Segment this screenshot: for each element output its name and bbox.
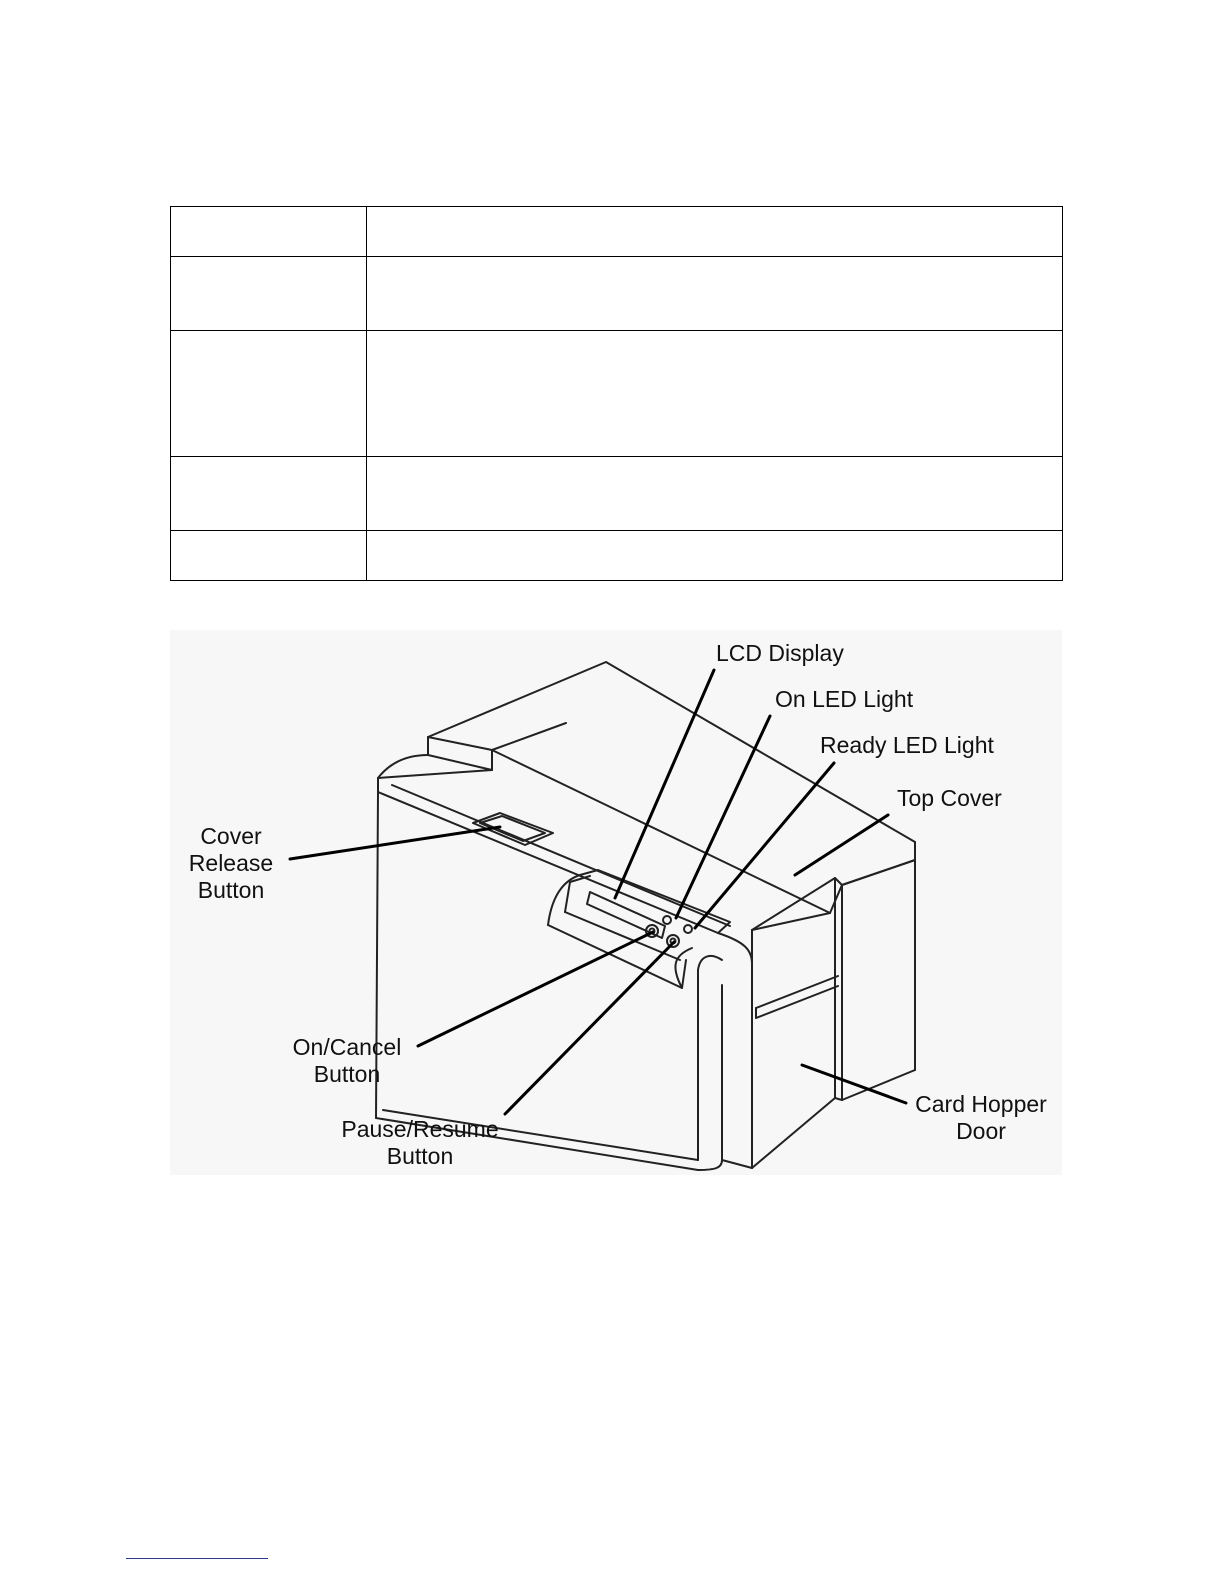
table-row [171,531,1063,581]
callout-line: Door [956,1118,1006,1144]
footnote-rule [126,1558,268,1559]
table-cell-label [171,207,367,257]
table-cell-label [171,257,367,331]
callout-on-cancel-button [282,1034,412,1088]
callout-card-hopper-door [906,1091,1056,1145]
callout-line: Button [197,877,265,903]
table-cell-description [367,257,1063,331]
callout-cover-release-button [180,823,282,904]
callout-pause-resume-button [330,1116,510,1170]
callout-line: On/Cancel [292,1034,402,1060]
table-row [171,331,1063,457]
callout-line: Card Hopper [915,1091,1047,1117]
table-cell-label [171,457,367,531]
table-cell-description [367,457,1063,531]
callout-lcd-display: LCD Display [716,640,844,666]
table-cell-description [367,531,1063,581]
table-row [171,457,1063,531]
specification-table [170,206,1063,581]
table-cell-label [171,531,367,581]
callout-line: Release [188,850,274,876]
table-row [171,257,1063,331]
callout-line: Button [313,1061,381,1087]
callout-on-led-light: On LED Light [775,686,914,712]
callout-line: Pause/Resume [341,1116,499,1142]
printer-diagram [170,630,1062,1175]
callout-ready-led-light: Ready LED Light [820,732,994,758]
callout-top-cover: Top Cover [897,785,1002,811]
table-cell-description [367,331,1063,457]
callout-line: Button [386,1143,454,1169]
table-cell-description [367,207,1063,257]
callout-line: Cover [200,823,262,849]
table-cell-label [171,331,367,457]
table-row [171,207,1063,257]
